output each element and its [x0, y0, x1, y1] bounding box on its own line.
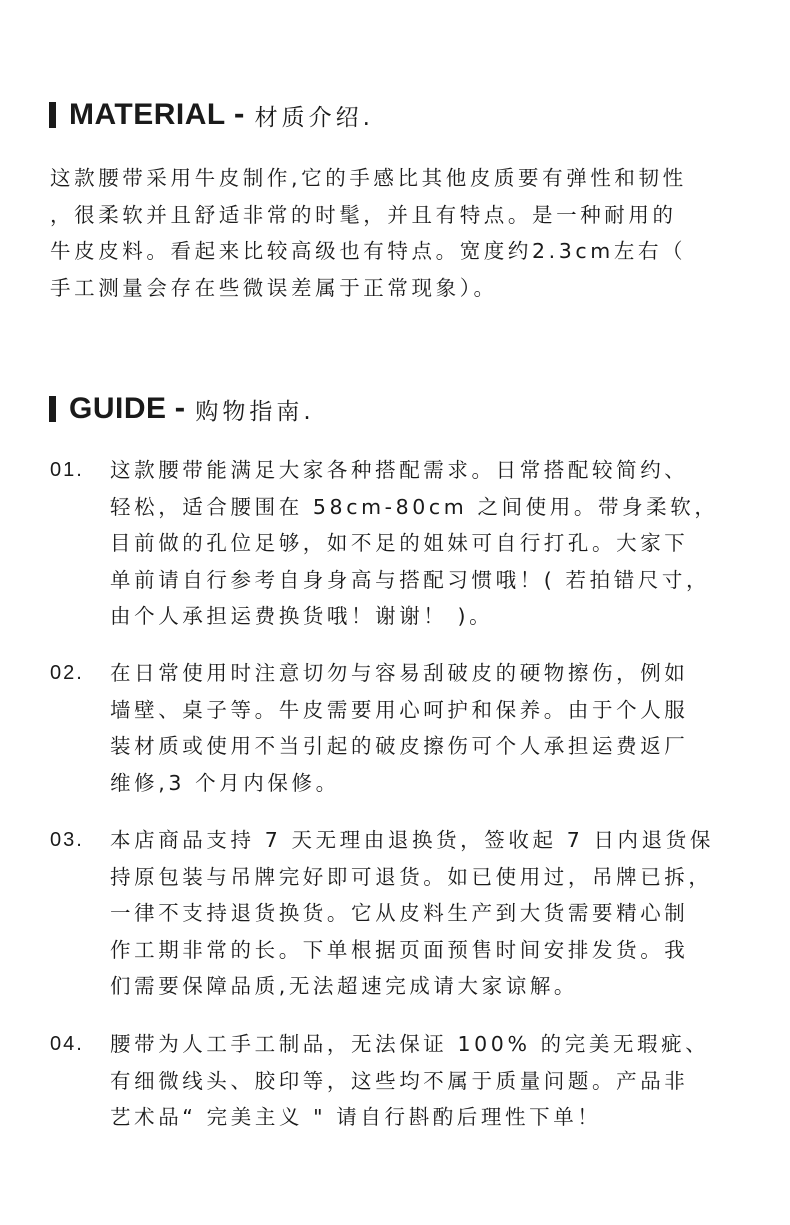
- guide-heading: [49, 392, 315, 426]
- heading-bar: [49, 102, 56, 128]
- item-text: [110, 1026, 750, 1136]
- item-line: 持原包装与吊牌完好即可退货。如已使用过，吊牌已拆，: [110, 864, 713, 889]
- item-line: 作工期非常的长。下单根据页面预售时间安排发货。我: [110, 937, 689, 962]
- item-line: 维修,3 个月内保修。: [110, 770, 340, 795]
- material-description: [50, 160, 750, 306]
- item-line: 在日常使用时注意切勿与容易刮破皮的硬物擦伤，例如: [110, 661, 689, 685]
- item-line: 们需要保障品质,无法超速完成请大家谅解。: [110, 974, 579, 998]
- item-line: 一律不支持退货换货。它从皮料生产到大货需要精心制: [110, 901, 689, 925]
- heading-separator: -: [174, 394, 186, 424]
- item-number: 02.: [50, 662, 84, 684]
- material-heading-en: MATERIAL: [69, 98, 226, 131]
- item-text: [110, 655, 750, 801]
- item-line: 目前做的孔位足够，如不足的姐妹可自行打孔。大家下: [110, 531, 689, 555]
- item-number: 03.: [50, 829, 84, 851]
- item-line: 轻松，适合腰围在 58cm-80cm 之间使用。带身柔软，: [110, 494, 719, 519]
- item-text: [110, 822, 750, 1005]
- item-line: 有细微线头、胶印等，这些均不属于质量问题。产品非: [110, 1068, 689, 1093]
- material-line: 这款腰带采用牛皮制作,它的手感比其他皮质要有弹性和韧性: [50, 166, 687, 190]
- item-text: [110, 452, 750, 635]
- item-line: 墙壁、桌子等。牛皮需要用心呵护和保养。由于个人服: [110, 697, 689, 722]
- guide-heading-en: GUIDE: [69, 392, 167, 425]
- material-line: ，很柔软并且舒适非常的时髦，并且有特点。是一种耐用的: [50, 202, 677, 227]
- heading-separator: -: [233, 100, 245, 130]
- material-heading: [49, 98, 374, 132]
- item-line: 装材质或使用不当引起的破皮擦伤可个人承担运费返厂: [110, 734, 689, 758]
- material-heading-cn: 材质介绍.: [254, 104, 374, 131]
- item-line: 这款腰带能满足大家各种搭配需求。日常搭配较简约、: [110, 458, 689, 482]
- heading-bar: [49, 396, 56, 422]
- item-line: 腰带为人工手工制品，无法保证 100% 的完美无瑕疵、: [110, 1032, 710, 1056]
- item-line: 单前请自行参考自身身高与搭配习惯哦！( 若拍错尺寸，: [110, 567, 711, 592]
- item-number: 01.: [50, 459, 84, 481]
- item-number: 04.: [50, 1033, 84, 1055]
- guide-heading-cn: 购物指南.: [195, 398, 315, 425]
- item-line: 艺术品“ 完美主义 " 请自行斟酌后理性下单！: [110, 1105, 602, 1129]
- material-line: 手工测量会存在些微误差属于正常现象）。: [50, 275, 498, 300]
- material-line: 牛皮皮料。看起来比较高级也有特点。宽度约2.3cm左右（: [50, 239, 687, 263]
- item-line: 由个人承担运费换货哦！谢谢！ )。: [110, 604, 494, 628]
- item-line: 本店商品支持 7 天无理由退换货，签收起 7 日内退货保: [110, 828, 714, 852]
